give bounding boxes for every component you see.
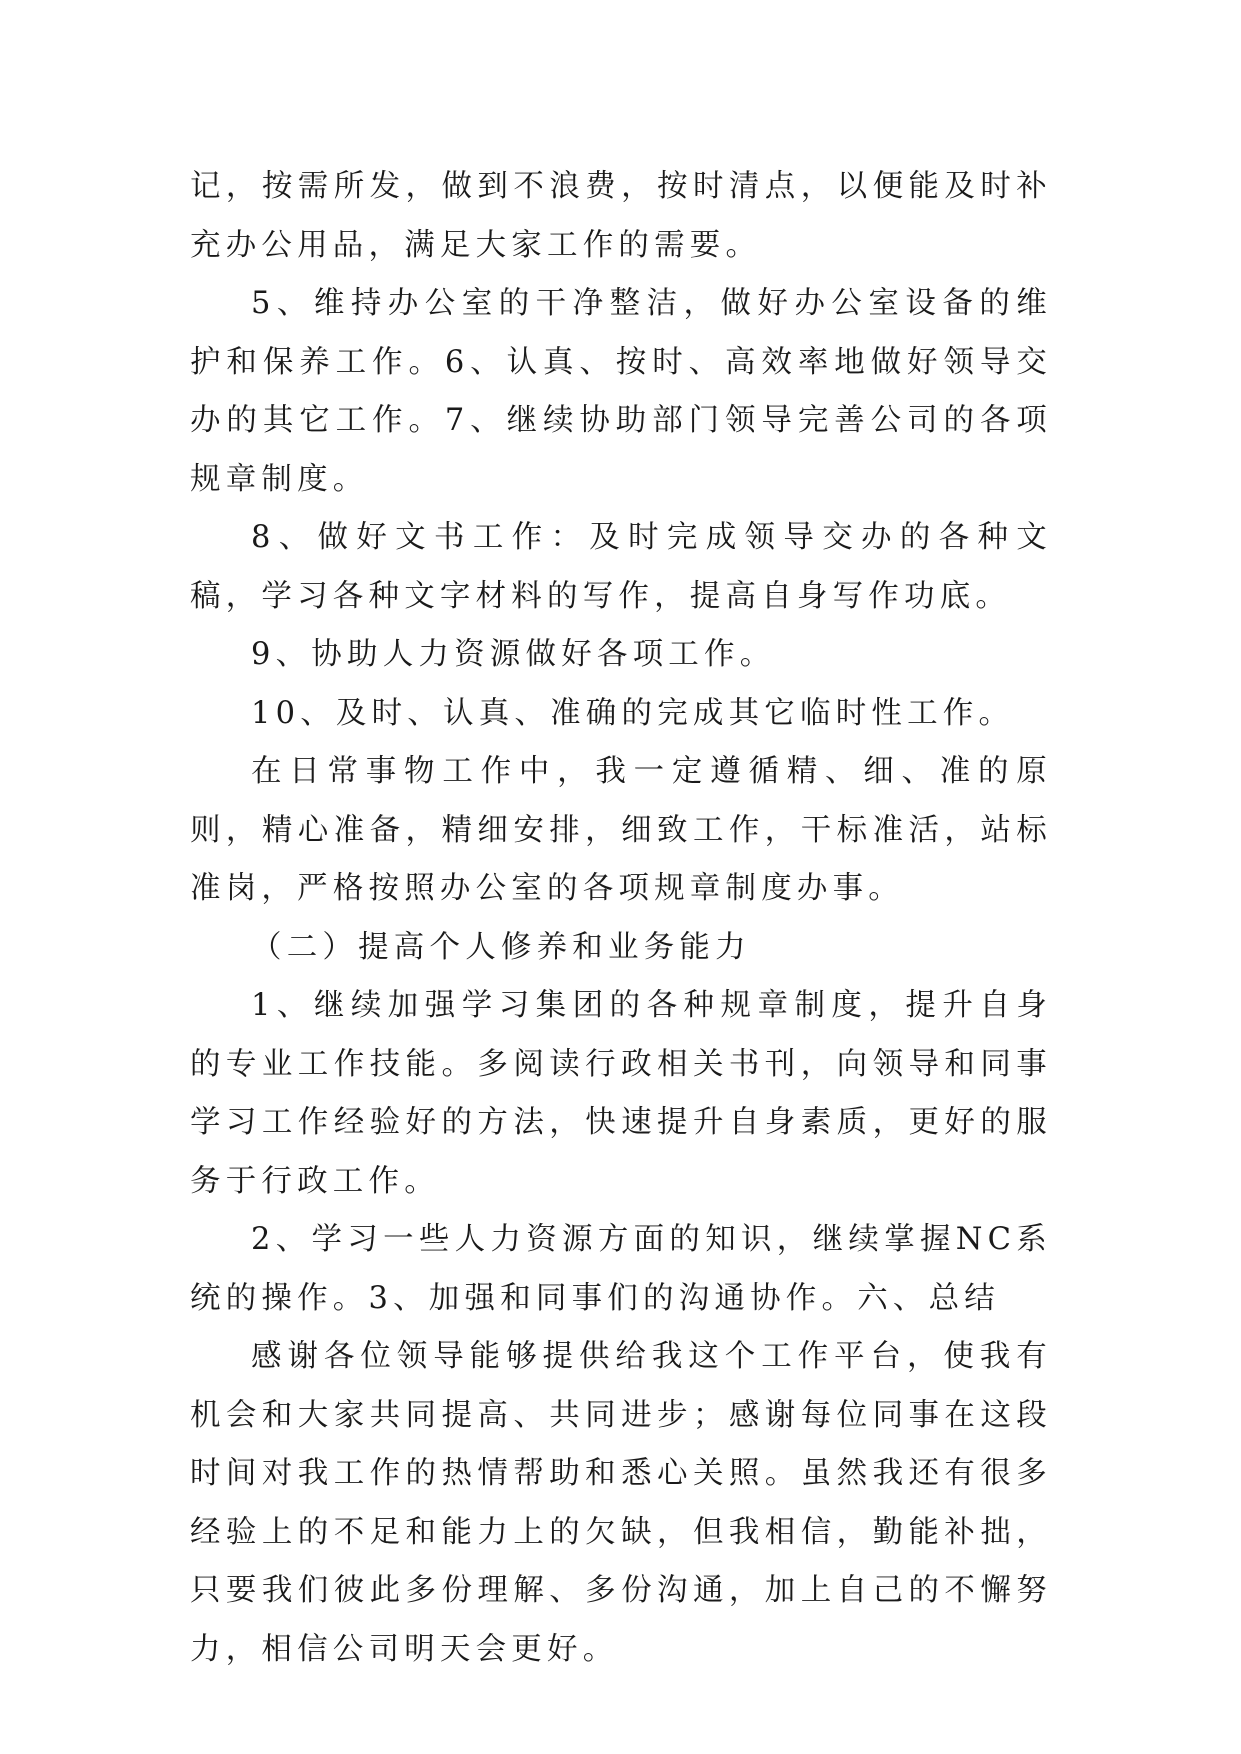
paragraph-continuation: 记，按需所发，做到不浪费，按时清点，以便能及时补充办公用品，满足大家工作的需要。: [190, 169, 1052, 263]
paragraph-item-10: 10、及时、认真、准确的完成其它临时性工作。: [251, 695, 1015, 731]
paragraph-learning-1: 1、继续加强学习集团的各种规章制度，提升自身的专业工作技能。多阅读行政相关书刊，向领导和同事学习工作经验好的方法，快速提升自身素质，更好的服务于行政工作。: [190, 988, 1052, 1199]
section-heading-2: （二）提高个人修养和业务能力: [251, 929, 751, 965]
paragraph-item-8: 8、做好文书工作：及时完成领导交办的各种文稿，学习各种文字材料的写作，提高自身写作功底。: [190, 520, 1052, 614]
paragraph-thanks: 感谢各位领导能够提供给我这个工作平台，使我有机会和大家共同提高、共同进步；感谢每位同事在这段时间对我工作的热情帮助和悉心关照。虽然我还有很多经验上的不足和能力上的欠缺，但我相信，勤能补拙，只要我们彼此多份理解、多份沟通，加上自己的不懈努力，相信公司明天会更好。: [190, 1339, 1052, 1667]
paragraph-learning-2-3: 2、学习一些人力资源方面的知识，继续掌握NC系统的操作。3、加强和同事们的沟通协作。六、总结: [190, 1222, 1052, 1316]
paragraph-item-5-7: 5、维持办公室的干净整洁，做好办公室设备的维护和保养工作。6、认真、按时、高效率地做好领导交办的其它工作。7、继续协助部门领导完善公司的各项规章制度。: [190, 286, 1052, 497]
paragraph-item-9: 9、协助人力资源做好各项工作。: [251, 637, 776, 672]
document-body: [190, 158, 1052, 1679]
paragraph-daily-work: 在日常事物工作中，我一定遵循精、细、准的原则，精心准备，精细安排，细致工作，干标准活，站标准岗，严格按照办公室的各项规章制度办事。: [190, 754, 1052, 906]
